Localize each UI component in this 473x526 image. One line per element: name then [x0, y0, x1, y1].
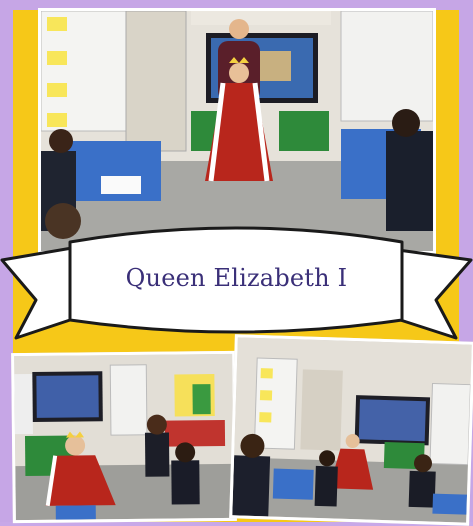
photo-bottom-left-scene [14, 354, 234, 520]
photo-top [38, 8, 436, 254]
photo-top-scene [41, 11, 433, 251]
photo-bottom-right [229, 334, 473, 525]
photo-bottom-right-scene [232, 337, 471, 522]
banner-title: Queen Elizabeth I [125, 264, 348, 292]
photo-bottom-left [11, 351, 237, 523]
